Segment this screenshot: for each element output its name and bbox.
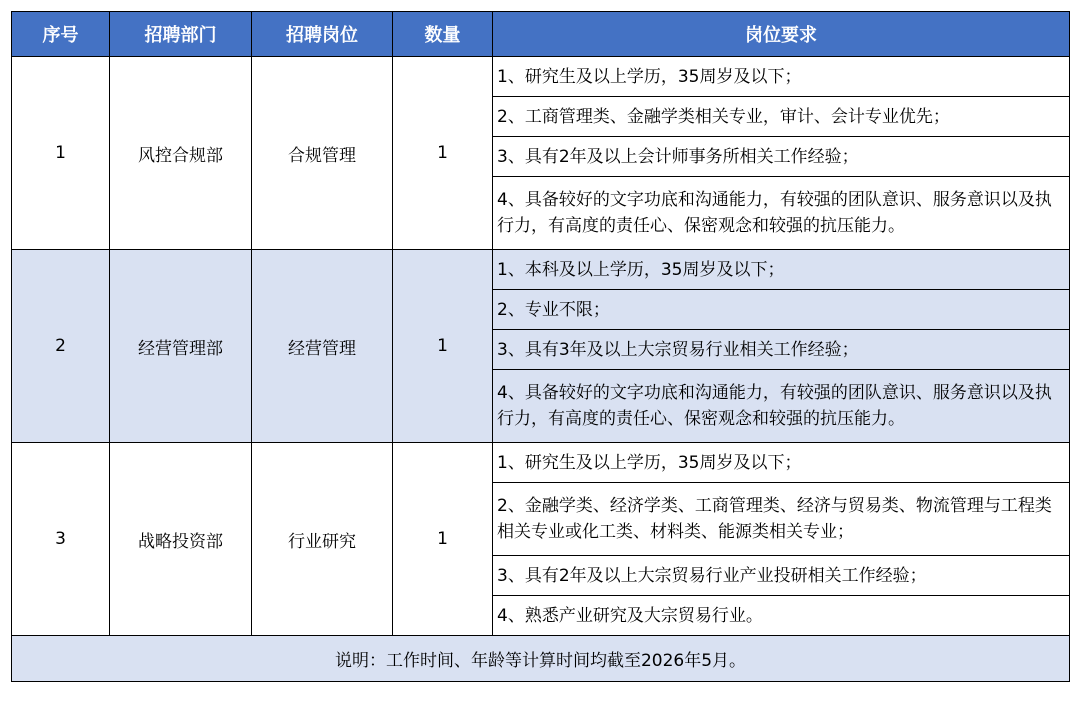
row-dept: 风控合规部	[110, 57, 252, 250]
row-count: 1	[393, 443, 493, 636]
requirement-item: 3、具有3年及以上大宗贸易行业相关工作经验；	[493, 330, 1070, 370]
row-position: 合规管理	[252, 57, 393, 250]
requirement-item: 2、专业不限；	[493, 290, 1070, 330]
recruitment-table-container	[11, 11, 1070, 682]
requirement-item: 1、研究生及以上学历，35周岁及以下；	[493, 57, 1070, 97]
table-row	[12, 57, 1070, 97]
note-row	[12, 636, 1070, 682]
requirement-item: 4、具备较好的文字功底和沟通能力，有较强的团队意识、服务意识以及执行力，有高度的责任心、保密观念和较强的抗压能力。	[493, 370, 1070, 443]
row-no: 1	[12, 57, 110, 250]
row-dept: 经营管理部	[110, 250, 252, 443]
requirement-item: 3、具有2年及以上会计师事务所相关工作经验；	[493, 137, 1070, 177]
row-position: 经营管理	[252, 250, 393, 443]
header-row	[12, 12, 1070, 57]
note-text: 说明：工作时间、年龄等计算时间均截至2026年5月。	[12, 636, 1070, 682]
requirement-item: 1、研究生及以上学历，35周岁及以下；	[493, 443, 1070, 483]
row-no: 2	[12, 250, 110, 443]
header-position: 招聘岗位	[252, 12, 393, 57]
requirement-item: 4、具备较好的文字功底和沟通能力，有较强的团队意识、服务意识以及执行力，有高度的责任心、保密观念和较强的抗压能力。	[493, 177, 1070, 250]
row-no: 3	[12, 443, 110, 636]
header-no: 序号	[12, 12, 110, 57]
header-requirements: 岗位要求	[493, 12, 1070, 57]
requirement-item: 2、工商管理类、金融学类相关专业，审计、会计专业优先；	[493, 97, 1070, 137]
row-count: 1	[393, 57, 493, 250]
requirement-item: 1、本科及以上学历，35周岁及以下；	[493, 250, 1070, 290]
requirement-item: 4、熟悉产业研究及大宗贸易行业。	[493, 596, 1070, 636]
row-dept: 战略投资部	[110, 443, 252, 636]
recruitment-table	[11, 11, 1070, 682]
row-count: 1	[393, 250, 493, 443]
header-count: 数量	[393, 12, 493, 57]
table-row	[12, 443, 1070, 483]
requirement-item: 2、金融学类、经济学类、工商管理类、经济与贸易类、物流管理与工程类相关专业或化工类、材料类、能源类相关专业；	[493, 483, 1070, 556]
row-position: 行业研究	[252, 443, 393, 636]
header-dept: 招聘部门	[110, 12, 252, 57]
table-row	[12, 250, 1070, 290]
requirement-item: 3、具有2年及以上大宗贸易行业产业投研相关工作经验；	[493, 556, 1070, 596]
